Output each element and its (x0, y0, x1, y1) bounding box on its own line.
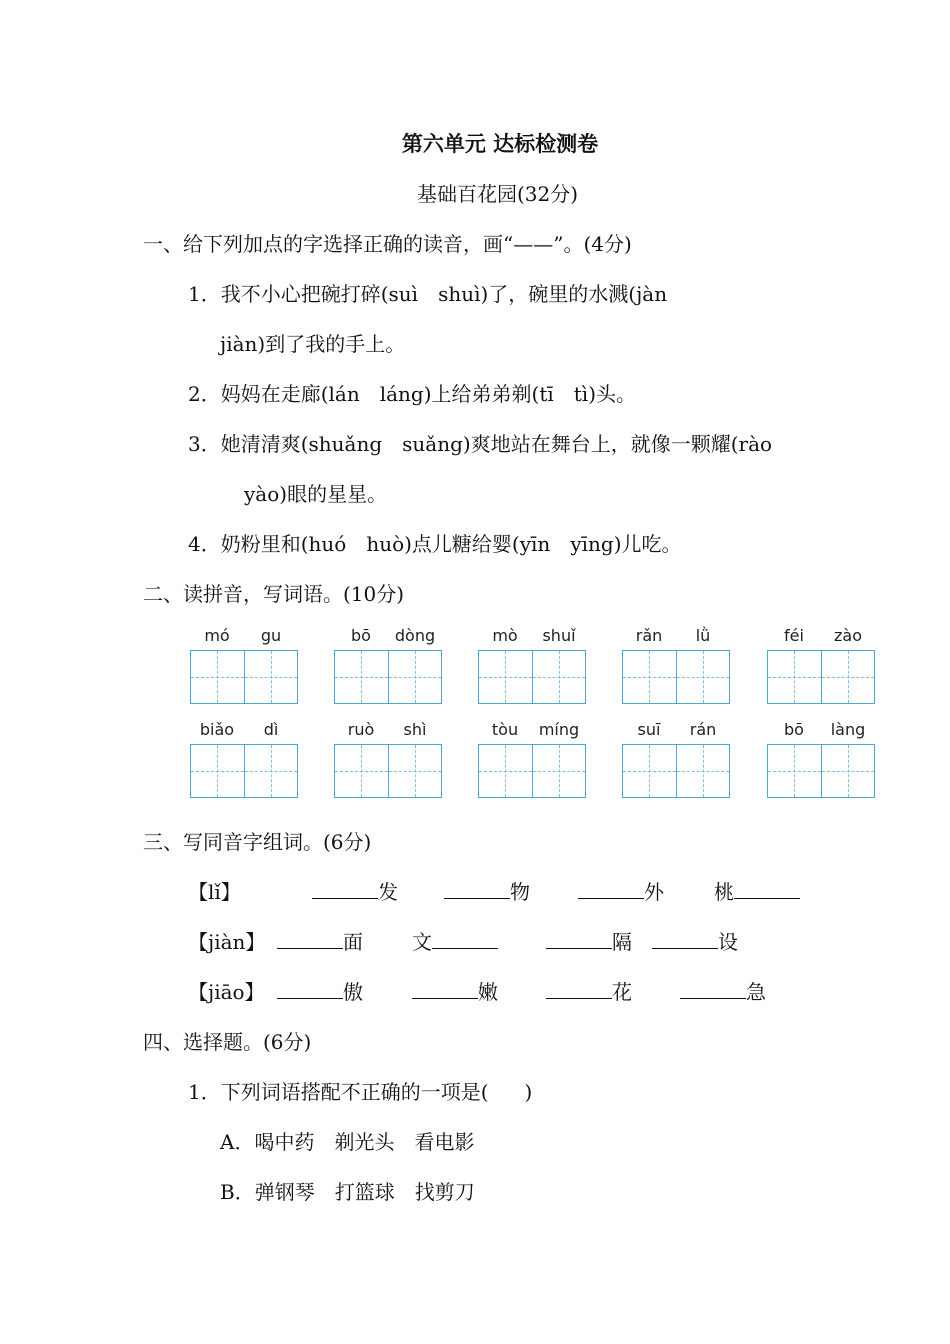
writing-cell[interactable] (335, 651, 388, 703)
pinyin-label: rǎn (635, 626, 663, 645)
homophone-label: 【lǐ】 (188, 880, 241, 904)
homophone-item: 设 (652, 926, 738, 955)
writing-cell[interactable] (244, 745, 298, 797)
section1-q3-line1: 3．她清清爽(shuǎng suǎng)爽地站在舞台上，就像一颗耀(rào (188, 432, 773, 456)
writing-cell[interactable] (532, 651, 586, 703)
answer-blank[interactable] (312, 897, 378, 899)
section1-q3-line2: yào)眼的星星。 (244, 482, 388, 506)
page-subtitle: 基础百花园(32分) (416, 182, 579, 206)
answer-blank[interactable] (277, 947, 343, 949)
writing-grid[interactable] (190, 744, 298, 798)
writing-grid[interactable] (190, 650, 298, 704)
homophone-item: 傲 (277, 976, 363, 1005)
homophone-item: 嫩 (412, 976, 498, 1005)
writing-grid[interactable] (478, 744, 586, 798)
option-a[interactable]: A．喝中药 剃光头 看电影 (220, 1130, 475, 1154)
answer-blank[interactable] (432, 947, 498, 949)
writing-cell[interactable] (623, 745, 676, 797)
answer-blank[interactable] (546, 997, 612, 999)
pinyin-label: shuǐ (542, 626, 576, 645)
pinyin-label: shì (403, 720, 427, 739)
section1-q2: 2．妈妈在走廊(lán láng)上给弟弟剃(tī tì)头。 (188, 382, 637, 406)
writing-cell[interactable] (479, 651, 532, 703)
pinyin-label: ruò (347, 720, 375, 739)
section2-heading: 二、读拼音，写词语。(10分) (143, 582, 405, 606)
homophone-label: 【jiāo】 (188, 980, 265, 1004)
answer-blank[interactable] (652, 947, 718, 949)
writing-grid[interactable] (622, 650, 730, 704)
homophone-label: 【jiàn】 (188, 930, 266, 954)
pinyin-label: míng (538, 720, 580, 739)
writing-cell[interactable] (821, 651, 875, 703)
writing-cell[interactable] (768, 745, 821, 797)
pinyin-label: féi (784, 626, 804, 645)
writing-grid[interactable] (767, 744, 875, 798)
pinyin-label: suī (637, 720, 661, 739)
answer-blank[interactable] (578, 897, 644, 899)
answer-blank[interactable] (546, 947, 612, 949)
pinyin-label: rán (689, 720, 717, 739)
writing-cell[interactable] (388, 745, 442, 797)
writing-grid[interactable] (334, 650, 442, 704)
writing-grid[interactable] (622, 744, 730, 798)
writing-cell[interactable] (244, 651, 298, 703)
writing-cell[interactable] (388, 651, 442, 703)
section1-q4: 4．奶粉里和(huó huò)点儿糖给婴(yīn yīng)儿吃。 (188, 532, 682, 556)
homophone-item: 文 (412, 926, 498, 955)
writing-cell[interactable] (676, 651, 730, 703)
pinyin-label: làng (830, 720, 866, 739)
writing-cell[interactable] (335, 745, 388, 797)
writing-cell[interactable] (623, 651, 676, 703)
writing-cell[interactable] (821, 745, 875, 797)
section3-heading: 三、写同音字组词。(6分) (143, 830, 372, 854)
pinyin-label: tòu (491, 720, 519, 739)
writing-cell[interactable] (191, 745, 244, 797)
writing-cell[interactable] (532, 745, 586, 797)
pinyin-label: mó (204, 626, 230, 645)
section1-q1-line1: 1．我不小心把碗打碎(suì shuì)了，碗里的水溅(jàn (188, 282, 668, 306)
section4-heading: 四、选择题。(6分) (143, 1030, 312, 1054)
section1-heading: 一、给下列加点的字选择正确的读音，画“——”。(4分) (143, 232, 632, 256)
writing-grid[interactable] (334, 744, 442, 798)
writing-cell[interactable] (479, 745, 532, 797)
pinyin-label: mò (492, 626, 518, 645)
pinyin-label: biǎo (199, 720, 235, 739)
homophone-item: 物 (444, 876, 530, 905)
pinyin-label: bō (784, 720, 804, 739)
answer-blank[interactable] (734, 897, 800, 899)
writing-grid[interactable] (767, 650, 875, 704)
pinyin-label: lǜ (695, 626, 711, 645)
homophone-item: 隔 (546, 926, 632, 955)
writing-cell[interactable] (191, 651, 244, 703)
answer-blank[interactable] (680, 997, 746, 999)
option-b[interactable]: B．弹钢琴 打篮球 找剪刀 (220, 1180, 475, 1204)
pinyin-label: bō (351, 626, 371, 645)
pinyin-label: gu (260, 626, 282, 645)
pinyin-label: zào (834, 626, 862, 645)
answer-blank[interactable] (277, 997, 343, 999)
homophone-item: 花 (546, 976, 632, 1005)
homophone-item: 发 (312, 876, 398, 905)
pinyin-label: dòng (394, 626, 436, 645)
homophone-item: 外 (578, 876, 664, 905)
homophone-item: 桃 (714, 876, 800, 905)
homophone-item: 急 (680, 976, 766, 1005)
pinyin-label: dì (263, 720, 279, 739)
page-title: 第六单元 达标检测卷 (401, 131, 599, 156)
answer-blank[interactable] (444, 897, 510, 899)
answer-blank[interactable] (412, 997, 478, 999)
writing-grid[interactable] (478, 650, 586, 704)
homophone-item: 面 (277, 926, 363, 955)
section1-q1-line2: jiàn)到了我的手上。 (220, 332, 406, 356)
writing-cell[interactable] (768, 651, 821, 703)
writing-cell[interactable] (676, 745, 730, 797)
section4-q1: 1．下列词语搭配不正确的一项是( ) (188, 1080, 533, 1104)
